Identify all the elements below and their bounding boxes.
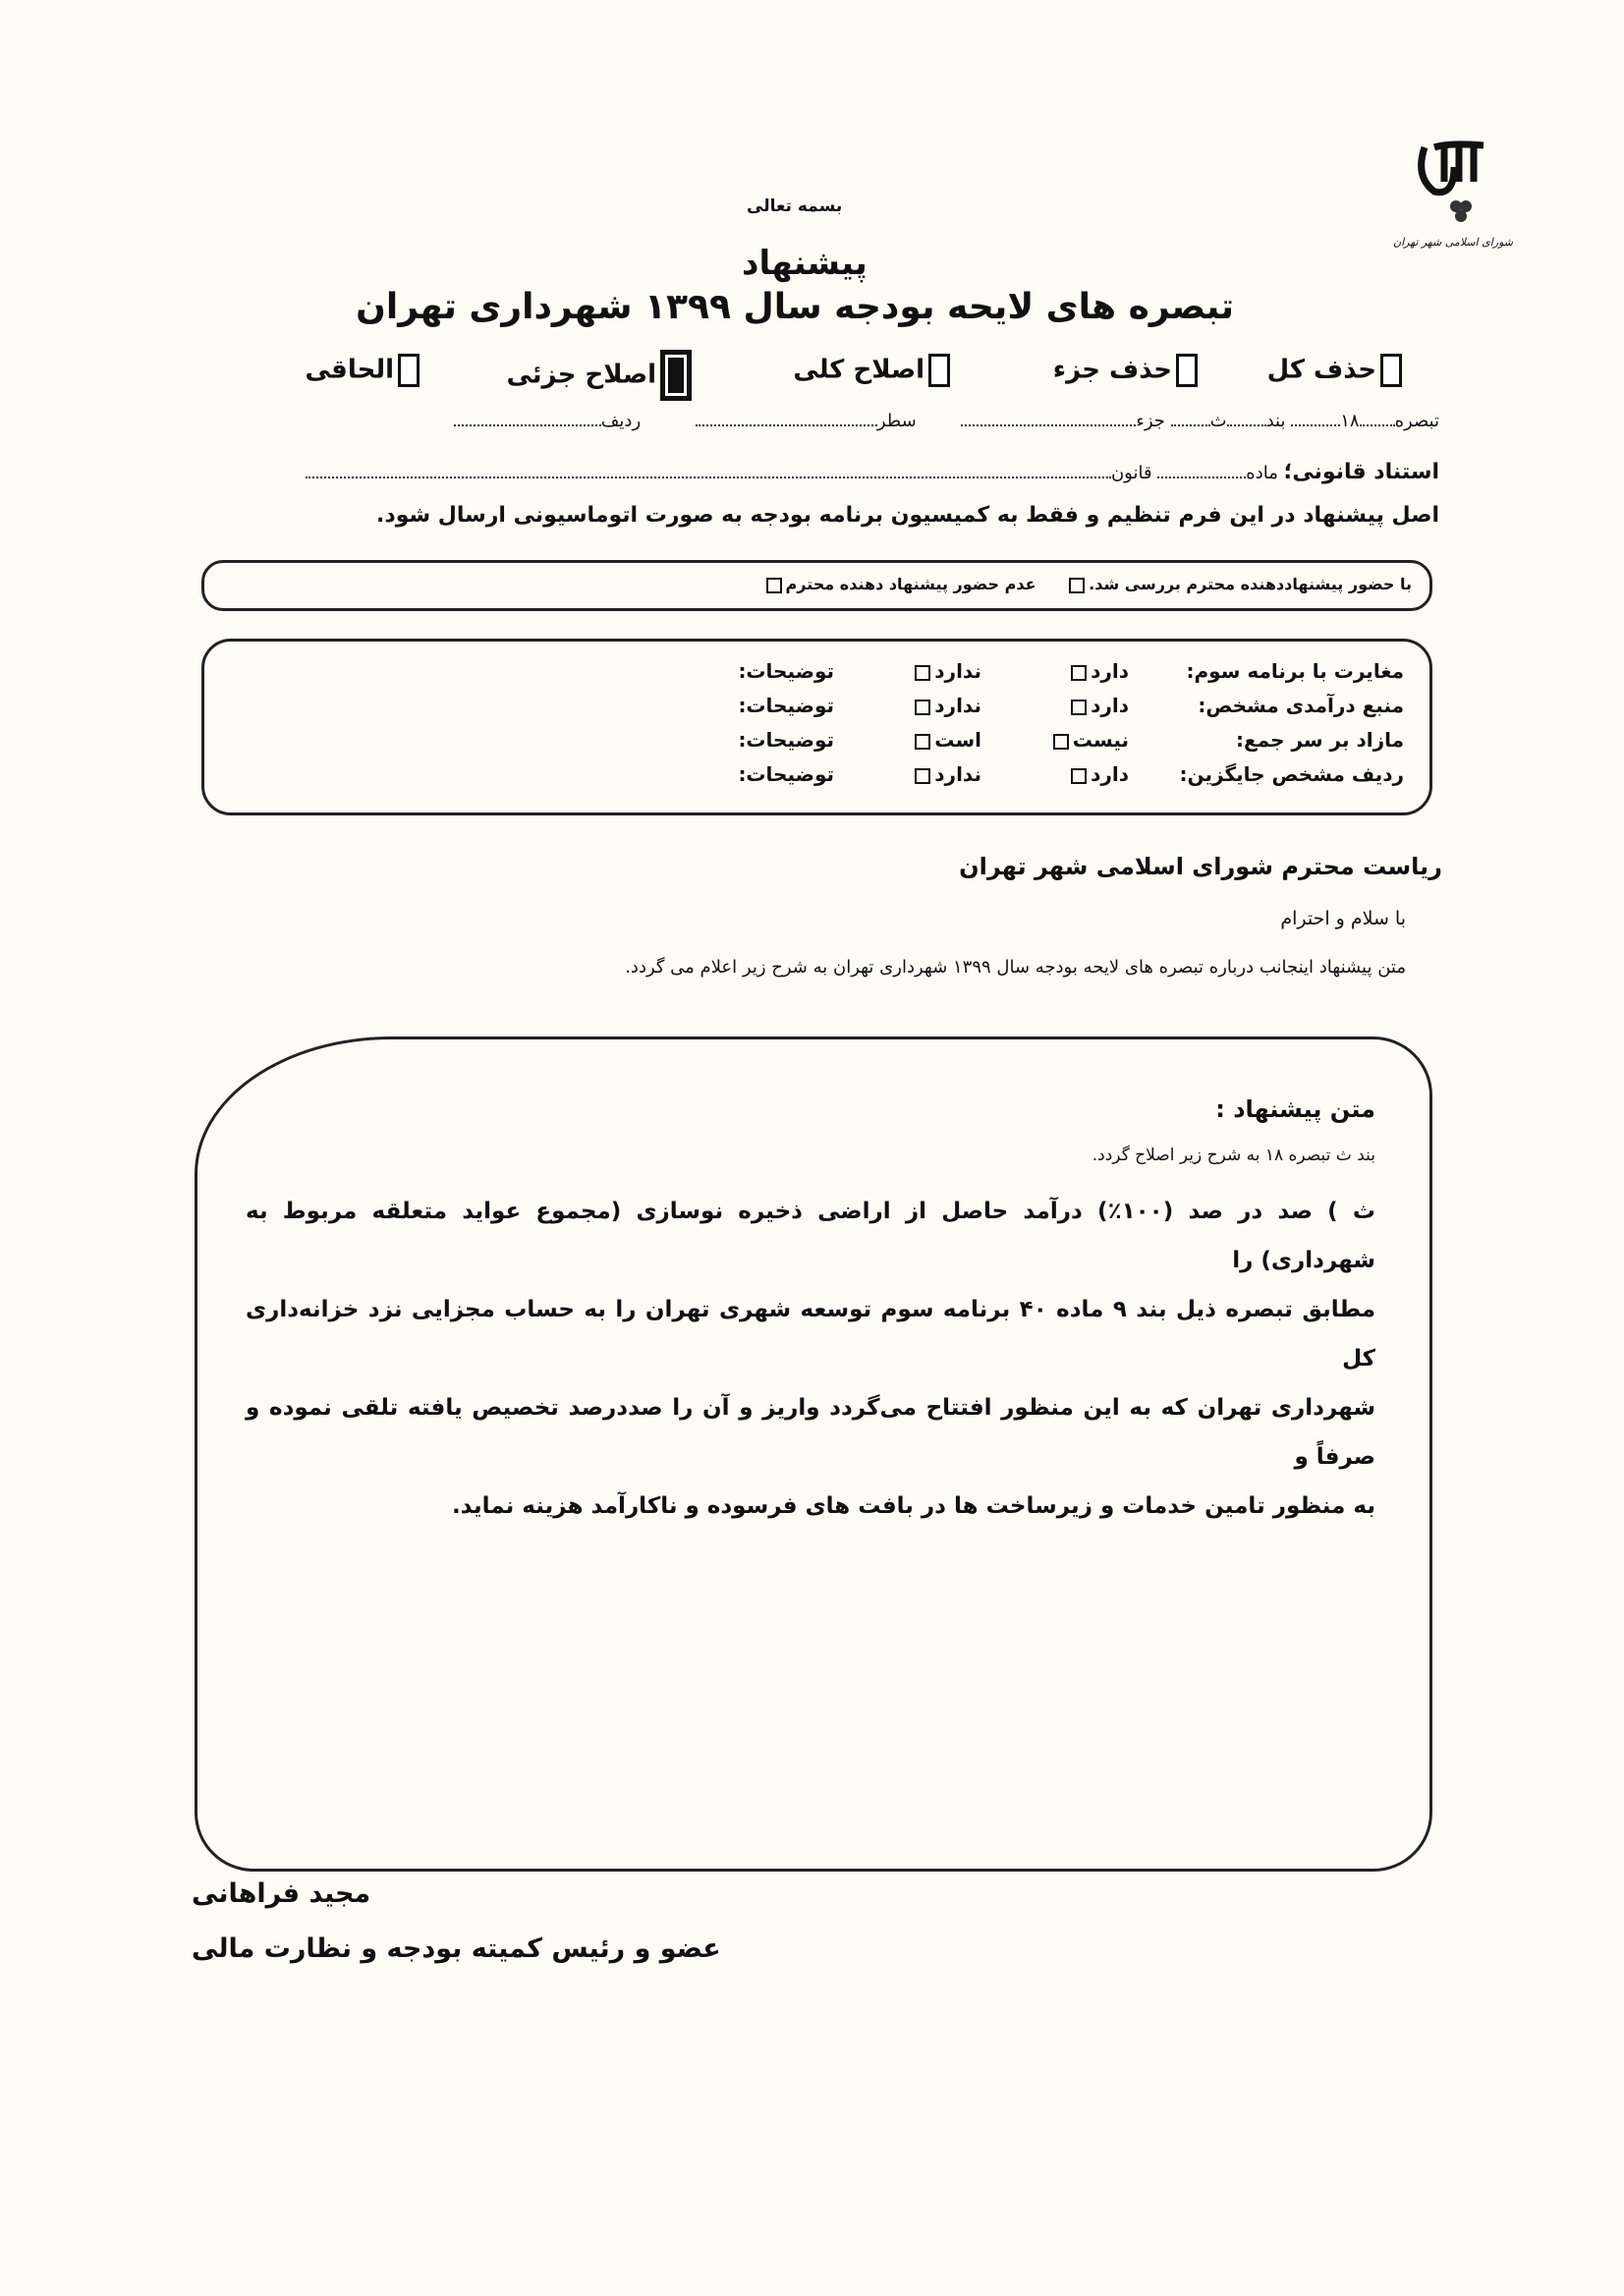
intro-text: متن پیشنهاد اینجانب درباره تبصره های لایحه بودجه سال ۱۳۹۹ شهرداری تهران به شرح زیر اعلام می گردد. xyxy=(625,957,1406,978)
proposal-heading: متن پیشنهاد : xyxy=(1215,1095,1375,1123)
checkbox[interactable] xyxy=(1071,768,1087,784)
logo-caption: شورای اسلامی شهر تهران xyxy=(1393,236,1513,249)
proposal-line: ث ) صد در صد (۱۰۰٪) درآمد حاصل از اراضی ذخیره نوسازی (مجموع عواید متعلقه مربوط به شهرداری) را xyxy=(246,1199,1375,1273)
criteria-row: منبع درآمدی مشخص: دارد ندارد توضیحات: xyxy=(738,694,1404,717)
proposal-line: مطابق تبصره ذیل بند ۹ ماده ۴۰ برنامه سوم توسعه شهری تهران را به حساب مجزایی نزد خزانه‌داری کل xyxy=(246,1297,1376,1372)
checkbox[interactable] xyxy=(1053,734,1069,750)
signer-name: مجید فراهانی xyxy=(192,1878,371,1909)
checkbox[interactable] xyxy=(928,354,950,387)
proposal-subheading: بند ث تبصره ۱۸ به شرح زیر اصلاح گردد. xyxy=(1092,1146,1375,1165)
proposal-line: شهرداری تهران که به این منظور افتتاح می‌گردد واریز و آن را صددرصد تخصیص یافته تلقی نموده و صرفاً و xyxy=(246,1395,1375,1470)
option-elhaghi[interactable]: الحاقی xyxy=(305,354,423,387)
bismillah: بسمه تعالی xyxy=(747,196,843,216)
option-eslah-koli[interactable]: اصلاح کلی xyxy=(793,354,954,387)
criteria-row: مغایرت با برنامه سوم: دارد ندارد توضیحات: xyxy=(738,659,1404,683)
option-eslah-jozi[interactable]: اصلاح جزئی xyxy=(506,350,696,401)
checkbox[interactable] xyxy=(1380,354,1402,387)
absent-checkbox[interactable] xyxy=(766,578,782,593)
checkbox[interactable] xyxy=(1071,700,1087,715)
option-hazf-joz[interactable]: حذف جزء xyxy=(1053,354,1202,387)
checkbox[interactable] xyxy=(915,768,930,784)
criteria-row: ردیف مشخص جایگزین: دارد ندارد توضیحات: xyxy=(738,762,1404,786)
checkbox[interactable] xyxy=(1071,665,1087,681)
legal-basis-row: استناد قانونی؛ ماده قانون xyxy=(306,460,1439,484)
addressee: ریاست محترم شورای اسلامی شهر تهران xyxy=(959,853,1442,880)
signer-title: عضو و رئیس کمیته بودجه و نظارت مالی xyxy=(192,1933,721,1964)
checkbox-checked[interactable] xyxy=(660,350,692,401)
checkbox[interactable] xyxy=(915,734,930,750)
option-hazf-kol[interactable]: حذف کل xyxy=(1267,354,1406,387)
document-type: پیشنهاد xyxy=(742,244,868,283)
present-checkbox[interactable] xyxy=(1069,578,1085,593)
checkbox[interactable] xyxy=(398,354,420,387)
instruction-text: اصل پیشنهاد در این فرم تنظیم و فقط به کمیسیون برنامه بودجه به صورت اتوماسیونی ارسال شود. xyxy=(376,503,1439,528)
criteria-box xyxy=(201,639,1432,815)
band-value[interactable]: ث xyxy=(1209,411,1227,431)
criteria-row: مازاد بر سر جمع: نیست است توضیحات: xyxy=(738,728,1404,752)
checkbox[interactable] xyxy=(915,665,930,681)
proposal-body xyxy=(246,1187,1375,1531)
page-title: تبصره های لایحه بودجه سال ۱۳۹۹ شهرداری تهران xyxy=(356,287,1234,327)
greeting: با سلام و احترام xyxy=(1280,908,1406,929)
logo-emblem-icon xyxy=(1395,138,1513,236)
tabsare-value[interactable]: ۱۸ xyxy=(1340,411,1360,431)
proposal-line: به منظور تامین خدمات و زیرساخت ها در بافت های فرسوده و ناکارآمد هزینه نماید. xyxy=(451,1493,1375,1519)
council-logo xyxy=(1395,138,1513,255)
checkbox[interactable] xyxy=(915,700,930,715)
attendance-box: با حضور پیشنهاددهنده محترم بررسی شد. عدم حضور پیشنهاد دهنده محترم xyxy=(201,560,1432,611)
checkbox[interactable] xyxy=(1176,354,1198,387)
reference-row: تبصره۱۸ بندث جزء سطر ردیف xyxy=(454,411,1439,431)
